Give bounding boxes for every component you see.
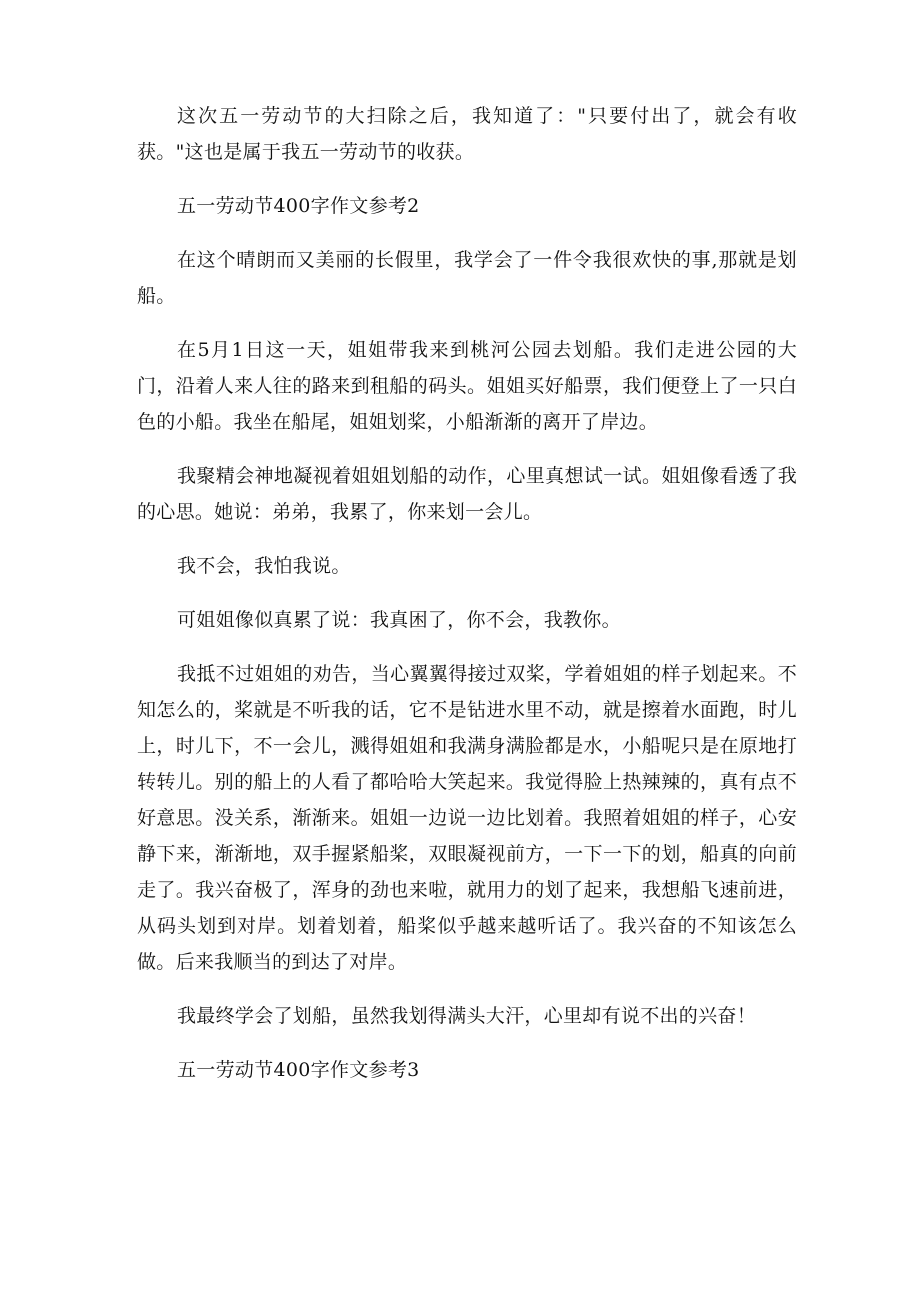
paragraph: 在5月1日这一天，姐姐带我来到桃河公园去划船。我们走进公园的大门，沿着人来人往的路来到租船的码头。姐姐买好船票，我们便登上了一只白色的小船。我坐在船尾，姐姐划桨，小船渐渐的离开了岸边。 <box>137 339 797 433</box>
paragraph: 这次五一劳动节的大扫除之后，我知道了："只要付出了，就会有收获。"这也是属于我五一劳动节的收获。 <box>137 105 797 163</box>
paragraph: 我最终学会了划船，虽然我划得满头大汗，心里却有说不出的兴奋！ <box>177 1005 757 1027</box>
paragraph: 我不会，我怕我说。 <box>177 555 351 577</box>
paragraph: 我抵不过姐姐的劝告，当心翼翼得接过双桨，学着姐姐的样子划起来。不知怎么的，桨就是不听我的话，它不是钻进水里不动，就是擦着水面跑，时儿上，时儿下，不一会儿，溅得姐姐和我满身满脸都是水，小船呢只是在原地打转转儿。别的船上的人看了都哈哈大笑起来。我觉得脸上热辣辣的，真有点不好意思。没关系，渐渐来。姐姐一边说一边比划着。我照着姐姐的样子，心安静下来，渐渐地，双手握紧船桨，双眼凝视前方，一下一下的划，船真的向前走了。我兴奋极了，浑身的劲也来啦，就用力的划了起来，我想船飞速前进，从码头划到对岸。划着划着，船桨似乎越来越听话了。我兴奋的不知该怎么做。后来我顺当的到达了对岸。 <box>137 663 797 973</box>
section-heading: 五一劳动节400字作文参考2 <box>177 195 420 217</box>
section-heading: 五一劳动节400字作文参考3 <box>177 1059 420 1081</box>
paragraph: 我聚精会神地凝视着姐姐划船的动作，心里真想试一试。姐姐像看透了我的心思。她说：弟弟，我累了，你来划一会儿。 <box>137 465 797 523</box>
paragraph: 可姐姐像似真累了说：我真困了，你不会，我教你。 <box>177 609 621 631</box>
document-body <box>137 98 797 1106</box>
paragraph: 在这个晴朗而又美丽的长假里，我学会了一件令我很欢快的事,那就是划船。 <box>137 249 797 307</box>
